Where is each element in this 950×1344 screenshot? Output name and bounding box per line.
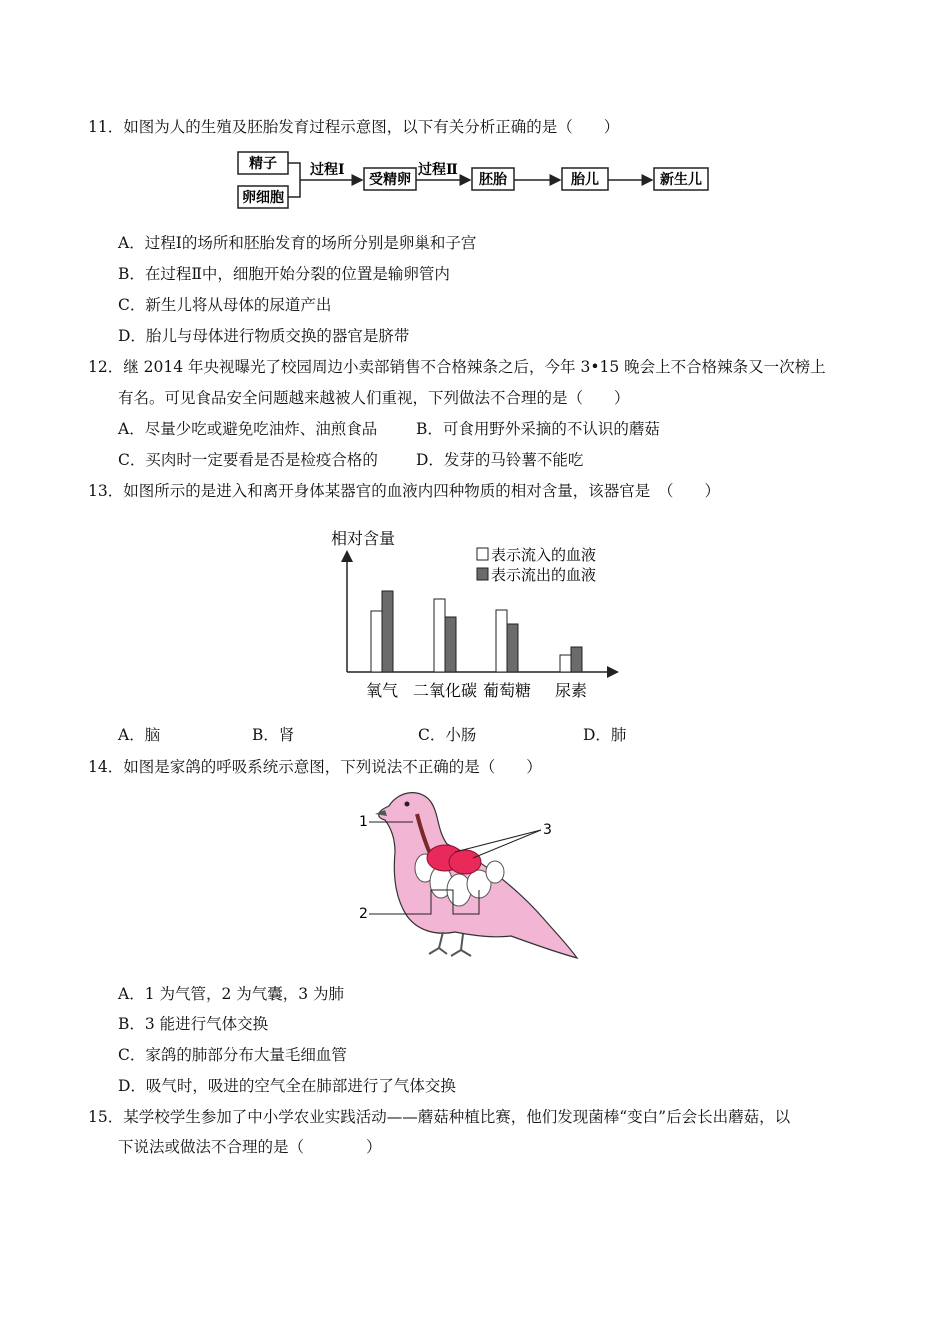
q14-option-a: A．1 为气管，2 为气囊，3 为肺 [118, 985, 345, 1003]
label3-leader-a [455, 830, 541, 852]
label-3: 3 [543, 822, 552, 838]
newborn-label: 新生儿 [660, 172, 702, 188]
q13-option-a: A．脑 [118, 726, 161, 744]
blood-content-bar-chart [325, 520, 625, 705]
fetus-label: 胎儿 [571, 172, 599, 188]
embryo-box [472, 168, 514, 190]
y-axis-label: 相对含量 [331, 529, 396, 548]
q14-stem: 14．如图是家鸽的呼吸系统示意图，下列说法不正确的是（ ） [88, 758, 542, 776]
embryo-label: 胚胎 [479, 172, 507, 188]
egg-label: 卵细胞 [242, 190, 284, 206]
x-tick-label: 氧气 [365, 681, 399, 700]
bar-outflow-3 [571, 647, 582, 672]
q12-stem-line1: 12．继 2014 年央视曝光了校园周边小卖部销售不合格辣条之后，今年 3•15 晚会上不合格辣条又一次榜上 [88, 358, 826, 376]
zygote-label: 受精卵 [369, 172, 411, 188]
bar-inflow-1 [434, 599, 445, 672]
legend-swatch [477, 548, 488, 560]
label3-leader-b [473, 830, 541, 858]
legend-label: 表示流出的血液 [491, 566, 597, 584]
newborn-box [654, 168, 708, 190]
q11-option-b: B．在过程Ⅱ中，细胞开始分裂的位置是输卵管内 [118, 265, 450, 283]
pigeon-respiratory-diagram [355, 786, 585, 966]
label-2: 2 [359, 906, 368, 922]
q11-stem: 11．如图为人的生殖及胚胎发育过程示意图，以下有关分析正确的是（ ） [88, 118, 620, 136]
legend-label: 表示流入的血液 [491, 546, 597, 564]
q12-option-b: B．可食用野外采摘的不认识的蘑菇 [416, 420, 660, 438]
sperm-box [238, 152, 288, 174]
bar-inflow-3 [560, 655, 571, 672]
q14-option-d: D．吸气时，吸进的空气全在肺部进行了气体交换 [118, 1077, 456, 1095]
q11-option-c: C．新生儿将从母体的尿道产出 [118, 296, 332, 314]
x-tick-label: 尿素 [554, 681, 588, 700]
x-tick-label: 二氧化碳 [412, 681, 478, 700]
q12-option-a: A．尽量少吃或避免吃油炸、油煎食品 [118, 420, 378, 438]
q11-option-a: A．过程Ⅰ的场所和胚胎发育的场所分别是卵巢和子宫 [118, 234, 477, 252]
zygote-box [364, 168, 416, 190]
x-tick-labels [366, 681, 587, 700]
bars-group [371, 591, 582, 672]
bar-outflow-2 [507, 624, 518, 672]
q12-option-d: D．发芽的马铃薯不能吃 [416, 451, 584, 469]
q15-stem-line1: 15．某学校学生参加了中小学农业实践活动——蘑菇种植比赛，他们发现菌棒“变白”后会长出蘑菇，以 [88, 1108, 791, 1126]
q11-option-d: D．胎儿与母体进行物质交换的器官是脐带 [118, 327, 410, 345]
bar-inflow-0 [371, 611, 382, 672]
q12-stem-line2: 有名。可见食品安全问题越来越被人们重视，下列做法不合理的是（ ） [118, 389, 630, 407]
label-1: 1 [359, 814, 368, 830]
q12-option-c: C．买肉时一定要看是否是检疫合格的 [118, 451, 378, 469]
q15-stem-line2: 下说法或做法不合理的是（ ） [118, 1138, 382, 1156]
egg-box [238, 186, 288, 208]
process2-label: 过程Ⅱ [418, 162, 458, 178]
q11-flow-diagram [230, 148, 720, 212]
q14-option-b: B．3 能进行气体交换 [118, 1015, 269, 1033]
pigeon-eye [405, 802, 410, 807]
bar-inflow-2 [496, 610, 507, 672]
legend-swatch [477, 568, 488, 580]
q13-option-c: C．小肠 [418, 726, 477, 744]
bar-outflow-1 [445, 617, 456, 672]
bar-outflow-0 [382, 591, 393, 672]
q13-option-d: D．肺 [583, 726, 627, 744]
q14-option-c: C．家鸽的肺部分布大量毛细血管 [118, 1046, 347, 1064]
q13-option-b: B．肾 [252, 726, 295, 744]
legend [477, 546, 596, 584]
fetus-box [562, 168, 608, 190]
x-tick-label: 葡萄糖 [482, 681, 532, 700]
q13-stem: 13．如图所示的是进入和离开身体某器官的血液内四种物质的相对含量，该器官是 （ ） [88, 482, 720, 500]
pigeon-legs [429, 932, 471, 956]
sperm-label: 精子 [249, 156, 277, 172]
process1-label: 过程Ⅰ [310, 162, 345, 178]
